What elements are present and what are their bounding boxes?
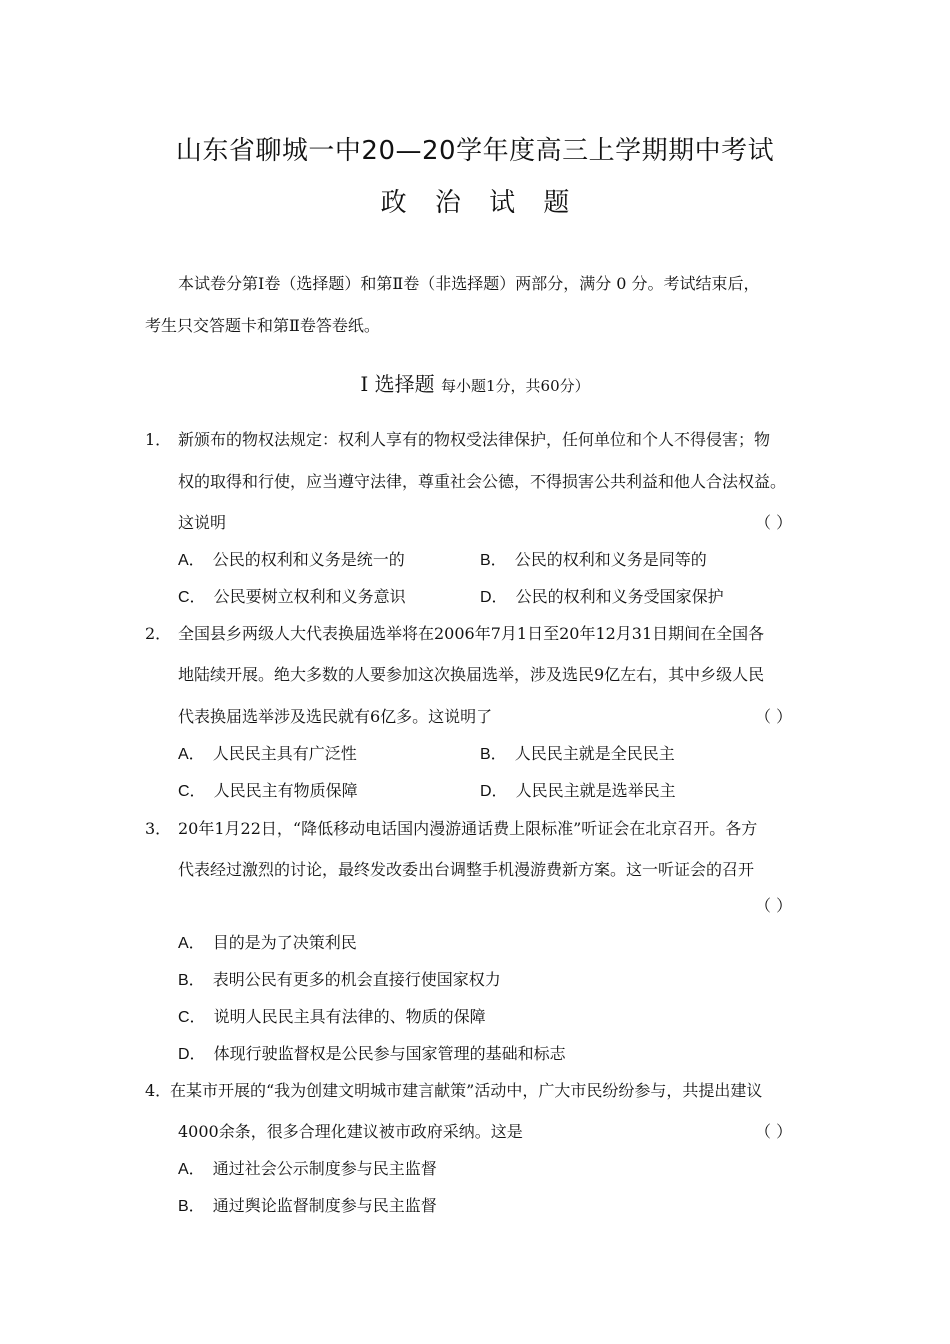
answer-bracket: （ ） <box>755 707 793 726</box>
section-title: Ⅰ 选择题 <box>360 372 435 396</box>
option-c <box>178 778 358 801</box>
option-text: 公民的权利和义务是统一的 <box>212 550 405 569</box>
option-label: B． <box>480 552 507 569</box>
option-text: 公民的权利和义务受国家保护 <box>515 587 724 606</box>
option-label: D． <box>480 589 508 606</box>
option-text: 通过舆论监督制度参与民主监督 <box>212 1196 437 1215</box>
option-d <box>480 584 724 607</box>
intro-line-1: 本试卷分第Ⅰ卷（选择题）和第Ⅱ卷（非选择题）两部分，满分 0 分。考试结束后， <box>178 274 760 293</box>
option-c <box>178 1004 486 1027</box>
option-label: A． <box>178 1161 205 1178</box>
answer-bracket: （ ） <box>755 1122 793 1141</box>
answer-bracket: （ ） <box>755 513 793 532</box>
question-number: 1． <box>145 430 172 449</box>
option-b <box>480 547 707 570</box>
option-label: B． <box>480 746 507 763</box>
intro-line-2: 考生只交答题卡和第Ⅱ卷答卷纸。 <box>145 316 380 335</box>
option-b <box>178 1193 437 1216</box>
question-text-line: 代表换届选举涉及选民就有6亿多。这说明了 <box>178 707 493 726</box>
option-label: C． <box>178 783 206 800</box>
question-number: 4． <box>145 1081 172 1100</box>
option-label: C． <box>178 1009 206 1026</box>
option-label: A． <box>178 746 205 763</box>
option-label: A． <box>178 552 205 569</box>
option-label: B． <box>178 1198 205 1215</box>
option-d <box>480 778 676 801</box>
question-text-line: 20年1月22日，“降低移动电话国内漫游通话费上限标准”听证会在北京召开。各方 <box>178 819 758 838</box>
answer-bracket: （ ） <box>755 896 793 915</box>
option-text: 人民民主有物质保障 <box>213 781 358 800</box>
question-text-line: 代表经过激烈的讨论，最终发改委出台调整手机漫游费新方案。这一听证会的召开 <box>178 860 755 879</box>
question-text-line: 地陆续开展。绝大多数的人要参加这次换届选举，涉及选民9亿左右，其中乡级人民 <box>178 665 765 684</box>
option-b <box>178 967 501 990</box>
option-text: 通过社会公示制度参与民主监督 <box>212 1159 437 1178</box>
option-text: 说明人民民主具有法律的、物质的保障 <box>213 1007 486 1026</box>
option-a <box>178 547 405 570</box>
option-text: 人民民主就是全民民主 <box>514 744 675 763</box>
option-d <box>178 1041 566 1064</box>
option-label: B． <box>178 972 205 989</box>
option-label: A． <box>178 935 205 952</box>
option-a <box>178 741 357 764</box>
option-label: D． <box>178 1046 206 1063</box>
subject-title: 政 治 试 题 <box>380 188 580 218</box>
question-text-line: 新颁布的物权法规定：权利人享有的物权受法律保护，任何单位和个人不得侵害；物 <box>178 430 771 449</box>
question-number: 2． <box>145 624 172 643</box>
section-heading <box>0 368 950 397</box>
section-note: 每小题1分，共60分） <box>440 377 590 395</box>
option-text: 人民民主具有广泛性 <box>212 744 357 763</box>
option-text: 目的是为了决策利民 <box>212 933 357 952</box>
option-a <box>178 1156 437 1179</box>
question-text-line: 这说明 <box>178 513 227 532</box>
question-text-line: 在某市开展的“我为创建文明城市建言献策”活动中，广大市民纷纷参与，共提出建议 <box>170 1081 763 1100</box>
option-text: 体现行驶监督权是公民参与国家管理的基础和标志 <box>213 1044 566 1063</box>
option-text: 公民要树立权利和义务意识 <box>213 587 406 606</box>
option-label: D． <box>480 783 508 800</box>
question-text-line: 权的取得和行使，应当遵守法律，尊重社会公德，不得损害公共利益和他人合法权益。 <box>178 472 787 491</box>
option-text: 表明公民有更多的机会直接行使国家权力 <box>212 970 501 989</box>
option-text: 人民民主就是选举民主 <box>515 781 676 800</box>
option-c <box>178 584 406 607</box>
question-number: 3． <box>145 819 172 838</box>
question-text-line: 4000余条，很多合理化建议被市政府采纳。这是 <box>178 1122 523 1141</box>
question-text-line: 全国县乡两级人大代表换届选举将在2006年7月1日至20年12月31日期间在全国各 <box>178 624 765 643</box>
option-label: C． <box>178 589 206 606</box>
exam-title: 山东省聊城一中20—20学年度高三上学期期中考试 <box>175 136 775 166</box>
option-a <box>178 930 357 953</box>
option-b <box>480 741 675 764</box>
option-text: 公民的权利和义务是同等的 <box>514 550 707 569</box>
